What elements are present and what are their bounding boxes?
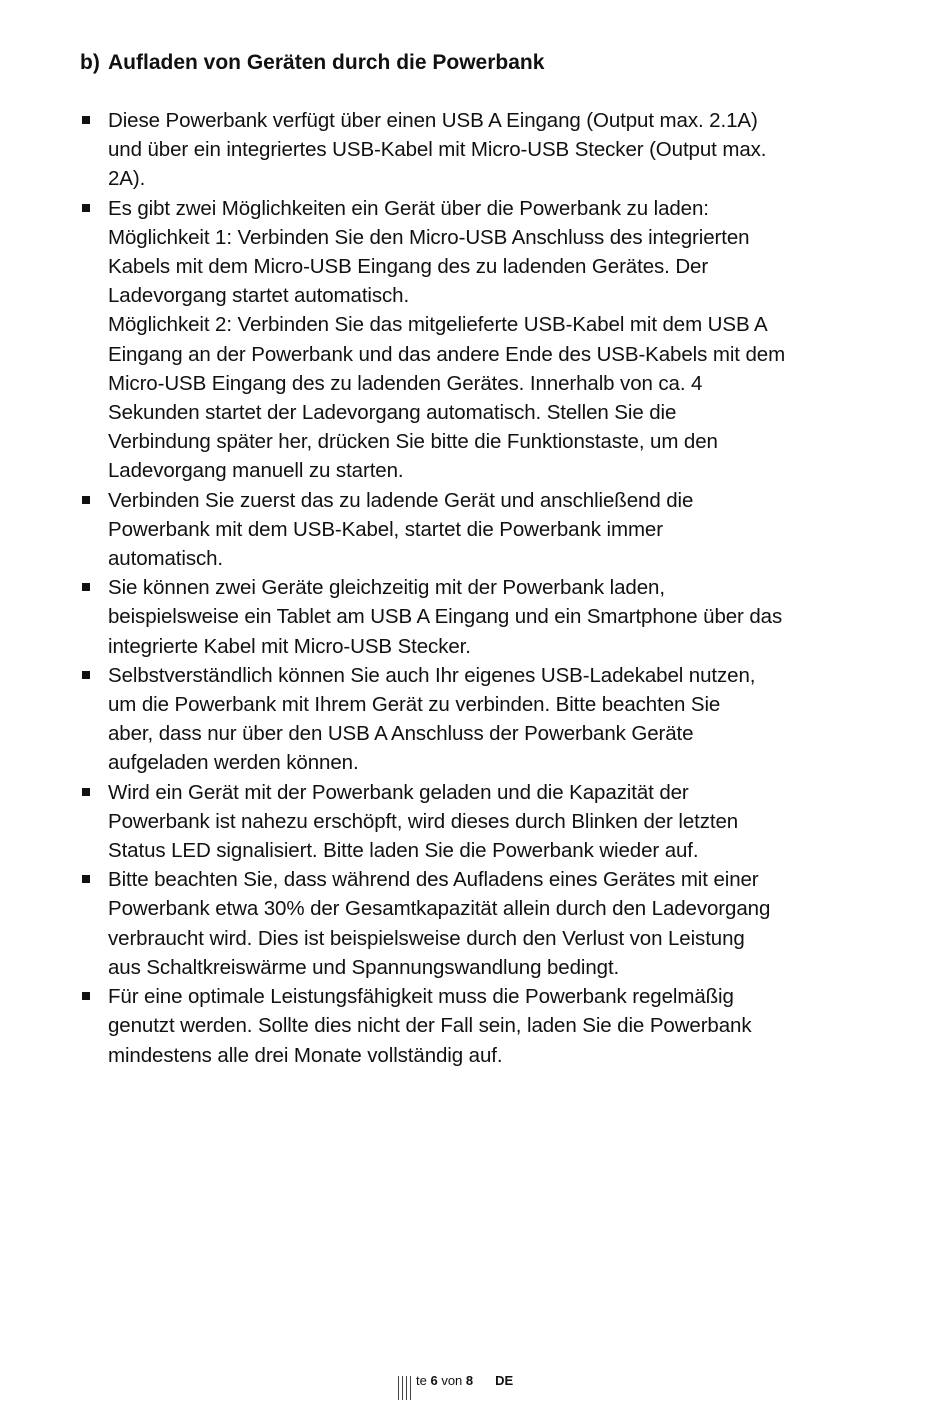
square-bullet-icon [82,496,90,504]
bullet-item [80,661,840,778]
bullet-text-line: Sie können zwei Geräte gleichzeitig mit der Powerbank laden, [108,576,665,600]
square-bullet-icon [82,583,90,591]
bullet-text-line: Diese Powerbank verfügt über einen USB A Eingang (Output max. 2.1A) [108,109,758,132]
bullet-text-line: Eingang an der Powerbank und das andere Ende des USB-Kabels mit dem [108,342,786,366]
square-bullet-icon [82,788,90,796]
bullet-text-line: aus Schaltkreiswärme und Spannungswandlung bedingt. [108,955,620,979]
bullet-text-line: Bitte beachten Sie, dass während des Aufladens eines Gerätes mit einer [108,868,759,892]
square-bullet-icon [82,204,90,212]
bullet-text-line: Selbstverständlich können Sie auch Ihr eigenes USB-Ladekabel nutzen, [108,663,756,687]
bullet-text-line: integrierte Kabel mit Micro-USB Stecker. [108,634,471,658]
bullet-text-line: um die Powerbank mit Ihrem Gerät zu verbinden. Bitte beachten Sie [108,693,721,717]
bullet-list [80,106,840,1070]
bullet-text-line: mindestens alle drei Monate vollständig auf. [108,1043,503,1067]
bullet-text-line: automatisch. [108,547,224,571]
page-number-prefix: te [416,1373,431,1388]
section-marker: b) [80,51,100,74]
bullet-text-line: Möglichkeit 2: Verbinden Sie das mitgelieferte USB-Kabel mit dem USB A [108,313,768,337]
bullet-text-line: aber, dass nur über den USB A Anschluss der Powerbank Geräte [108,722,694,746]
square-bullet-icon [82,116,90,124]
bullet-text-line: und über ein integriertes USB-Kabel mit Micro-USB Stecker (Output max. [108,138,767,162]
bullet-text-line: Status LED signalisiert. Bitte laden Sie die Powerbank wieder auf. [108,839,699,863]
bullet-text-line: Möglichkeit 1: Verbinden Sie den Micro-USB Anschluss des integrierten [108,225,750,249]
square-bullet-icon [82,992,90,1000]
square-bullet-icon [82,671,90,679]
bullet-text-line: Micro-USB Eingang des zu ladenden Gerätes. Innerhalb von ca. 4 [108,371,703,395]
bullet-text-line: aufgeladen werden können. [108,751,359,775]
page-footer [396,1372,513,1402]
bullet-text-line: verbraucht wird. Dies ist beispielsweise durch den Verlust von Leistung [108,926,745,950]
bullet-text-line: Es gibt zwei Möglichkeiten ein Gerät über die Powerbank zu laden: [108,196,709,220]
bullet-item [80,778,840,866]
bullet-item [80,982,840,1070]
scan-artifact-mark [396,1372,416,1402]
section-heading [80,48,544,77]
bullet-item [80,194,840,486]
bullet-text-line: Powerbank etwa 30% der Gesamtkapazität allein durch den Ladevorgang [108,897,771,921]
bullet-text-line: 2A). [108,167,146,191]
bullet-item [80,486,840,574]
bullet-text-line: Ladevorgang startet automatisch. [108,284,410,308]
section-title: Aufladen von Geräten durch die Powerbank [108,51,545,74]
bullet-text-line: Sekunden startet der Ladevorgang automatisch. Stellen Sie die [108,401,677,425]
bullet-text-line: Verbindung später her, drücken Sie bitte die Funktionstaste, um den [108,430,718,454]
page-number-of: von [437,1373,466,1388]
bullet-text-line: Kabels mit dem Micro-USB Eingang des zu ladenden Gerätes. Der [108,255,709,279]
bullet-text-line: Powerbank ist nahezu erschöpft, wird dieses durch Blinken der letzten [108,809,739,833]
bullet-text-line: genutzt werden. Sollte dies nicht der Fall sein, laden Sie die Powerbank [108,1014,752,1038]
page-current: 6 [430,1373,438,1388]
square-bullet-icon [82,875,90,883]
page-total: 8 [465,1373,474,1388]
bullet-text-line: Ladevorgang manuell zu starten. [108,459,404,483]
bullet-text-line: Für eine optimale Leistungsfähigkeit muss die Powerbank regelmäßig [108,985,734,1009]
bullet-text-line: Powerbank mit dem USB-Kabel, startet die Powerbank immer [108,517,663,541]
bullet-item [80,573,840,661]
page-number [416,1372,473,1390]
bullet-text-line: beispielsweise ein Tablet am USB A Eingang und ein Smartphone über das [108,605,783,629]
language-code: DE [495,1373,514,1388]
bullet-text-line: Verbinden Sie zuerst das zu ladende Gerät und anschließend die [108,488,694,512]
bullet-item [80,106,840,194]
bullet-item [80,865,840,982]
bullet-text-line: Wird ein Gerät mit der Powerbank geladen und die Kapazität der [108,780,689,804]
